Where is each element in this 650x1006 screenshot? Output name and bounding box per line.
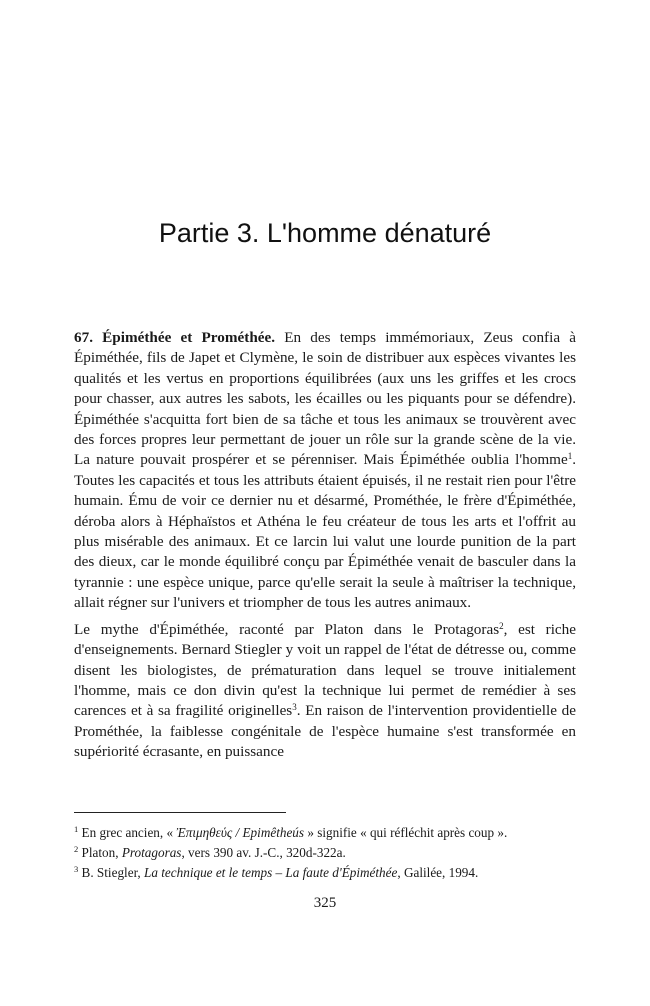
footnote-number: 1: [74, 824, 79, 834]
footnote-ref-2: 2: [499, 620, 504, 631]
footnote-text: , vers 390 av. J.-C., 320d-322a.: [181, 845, 346, 860]
paragraph-1-text-a: En des temps immémoriaux, Zeus confia à Épiméthée, fils de Japet et Clymène, le soin de distribuer aux espèces vivantes les qualités et les vertus en proportions équilibrées (aux uns les griffes et les crocs pour chasser, aux autres les sabots, les écailles ou les piquants pour se défendre). Épiméthée s'acquitta fort bien de sa tâche et tous les animaux se trouvèrent avec des forces propres leur permettant de jouer un rôle sur la grande scène de la vie. La nature pouvait prospérer et se pérenniser. Mais Épiméthée oublia l'homme: [74, 329, 576, 469]
paragraph-1-text-b: . Toutes les capacités et tous les attributs étaient épuisés, il ne restait rien pour l'être humain. Ému de voir ce dernier nu et désarmé, Prométhée, le frère d'Épiméthée, déroba alors à Héphaïstos et Athéna le feu créateur de tous les arts et l'offrit au plus misérable des animaux. Et ce larcin lui valut une lourde punition de la part des dieux, car le monde équilibré conçu par Épiméthée venait de basculer dans la tyrannie : une espèce unique, parce qu'elle serait la seule à maîtriser la technique, allait régner sur l'univers et triompher de tous les autres animaux.: [74, 451, 576, 612]
footnote-text: B. Stiegler,: [78, 865, 145, 880]
paragraph-2-text-b: , est riche d'enseignements. Bernard Stiegler y voit un rappel de l'état de détresse ou, comme disent les biologistes, de prématuration dans lequel se trouve initialement l'homme, mais ce don divin qu'est la technique lui permet de remédier à ses carences et à sa fragilité originelles: [74, 620, 576, 720]
footnote-text: Platon,: [78, 845, 122, 860]
part-title: Partie 3. L'homme dénaturé: [158, 218, 492, 249]
footnotes: [74, 823, 576, 883]
footnote-3: [74, 863, 576, 883]
paragraph-1: [74, 328, 576, 614]
paragraph-2-text-c: . En raison de l'intervention providentielle de Prométhée, la faiblesse congénitale de l'espèce humaine s'est transformée en supériorité écrasante, en puissance: [74, 702, 576, 761]
paragraph-2-text-a: Le mythe d'Épiméthée, raconté par Platon dans le Protagoras: [74, 620, 500, 638]
footnote-1: [74, 823, 576, 843]
footnote-2: [74, 843, 576, 863]
paragraph-2: [74, 620, 576, 763]
footnote-number: 3: [74, 864, 79, 874]
footnote-separator: [74, 812, 286, 813]
footnote-italic-text: Ἐπιμηθεύς / Epimêtheús: [176, 825, 305, 840]
footnote-ref-3: 3: [292, 702, 297, 713]
footnote-text: » signifie « qui réfléchit après coup ».: [304, 825, 508, 840]
footnote-italic-text: Protagoras: [121, 845, 182, 860]
footnote-italic-text: La technique et le temps – La faute d'Épiméthée: [144, 865, 398, 880]
page-number: 325: [313, 895, 337, 911]
footnote-text: En grec ancien, «: [78, 825, 177, 840]
footnote-text: , Galilée, 1994.: [397, 865, 479, 880]
footnote-number: 2: [74, 844, 79, 854]
body-text: [74, 328, 576, 763]
section-heading: 67. Épiméthée et Prométhée.: [74, 329, 276, 346]
footnote-ref-1: 1: [567, 451, 573, 462]
